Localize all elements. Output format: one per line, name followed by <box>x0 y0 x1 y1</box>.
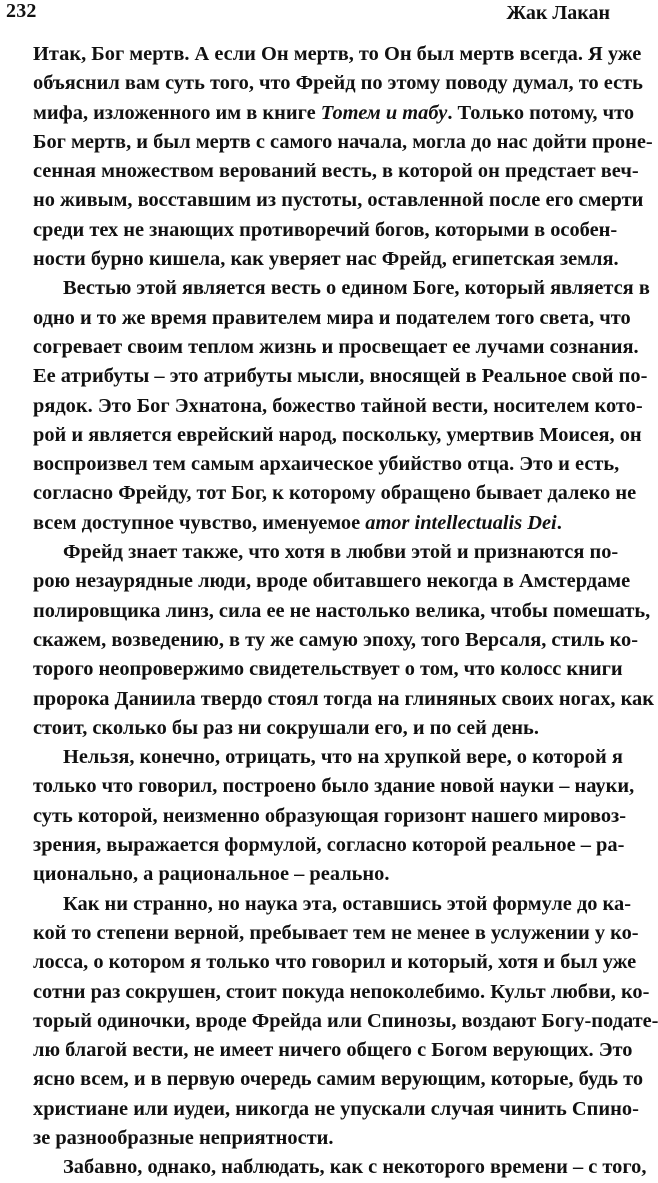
text-line: ционально, а рациональное – реально. <box>33 863 390 886</box>
text-line: лосса, о котором я только что говорил и который, хотя и был уже <box>33 951 637 974</box>
text-line: ясно всем, и в первую очередь самим верующим, которые, будь то <box>33 1068 644 1091</box>
text-line: согревает своим теплом жизнь и просвещает ее лучами сознания. <box>33 335 639 358</box>
paragraph <box>33 538 655 743</box>
text-run: . Только потому, что <box>447 101 635 124</box>
text-line: зе разнообразные неприятности. <box>33 1126 334 1149</box>
text-line: объяснил вам суть того, что Фрейд по этому поводу думал, то есть <box>33 72 643 95</box>
text-line: Бог мертв, и был мертв с самого начала, могла до нас дойти проне- <box>33 130 653 153</box>
text-line: торый одиночки, вроде Фрейда или Спинозы, воздают Богу-подате- <box>33 1009 658 1032</box>
text-line: сотни раз сокрушен, стоит покуда непоколебимо. Культ любви, ко- <box>33 980 650 1003</box>
text-line: рою незаурядные люди, вроде обитавшего некогда в Амстердаме <box>33 570 631 593</box>
text-line: Забавно, однако, наблюдать, как с некоторого времени – с того, <box>63 1156 647 1179</box>
text-line: кой то степени верной, пребывает тем не менее в услужении у ко- <box>33 921 639 944</box>
text-line: Вестью этой является весть о едином Боге, который является в <box>63 277 650 300</box>
text-line: только что говорил, построено было здание новой науки – науки, <box>33 775 635 798</box>
text-line <box>33 99 635 128</box>
text-line: рядок. Это Бог Эхнатона, божество тайной вести, носителем кото- <box>33 394 643 417</box>
text-line: христиане или иудеи, никогда не упускали случая чинить Спино- <box>33 1097 639 1120</box>
text-line <box>33 509 616 538</box>
text-line: Как ни странно, но наука эта, оставшись этой формуле до ка- <box>63 892 631 915</box>
paragraph <box>33 1153 647 1182</box>
body-text <box>33 40 658 1183</box>
italic-title: amor intellectualis Dei <box>365 511 557 534</box>
paragraph <box>33 40 653 274</box>
italic-title: Тотем и табу <box>320 101 448 124</box>
text-line: зрения, выражается формулой, согласно которой реальное – ра- <box>33 834 625 857</box>
text-line: одно и то же время правителем мира и подателем того света, что <box>33 306 631 329</box>
paragraph <box>33 890 658 1154</box>
text-line: Ее атрибуты – это атрибуты мысли, вносящей в Реальное свой по- <box>33 365 648 388</box>
text-line: сенная множеством верований весть, в которой он предстает веч- <box>33 160 639 183</box>
text-line: суть которой, неизменно образующая горизонт нашего мировоз- <box>33 804 627 827</box>
text-run: . <box>556 511 562 534</box>
text-run: всем доступное чувство, именуемое <box>33 511 366 534</box>
text-line: лю благой вести, не имеет ничего общего с Богом верующих. Это <box>33 1039 633 1062</box>
text-line: Итак, Бог мертв. А если Он мертв, то Он был мертв всегда. Я уже <box>33 43 642 65</box>
paragraph <box>33 274 650 538</box>
text-line: торого неопровержимо свидетельствует о том, что колосс книги <box>33 658 623 681</box>
text-line: пророка Даниила твердо стоял тогда на глиняных своих ногах, как <box>33 687 655 710</box>
text-line: воспроизвел тем самым архаическое убийство отца. Это и есть, <box>33 453 620 476</box>
text-line: скажем, возведению, в ту же самую эпоху, того Версаля, стиль ко- <box>33 628 639 651</box>
page-number: 232 <box>6 0 37 22</box>
running-head-author: Жак Лакан <box>506 2 610 24</box>
text-line: рой и является еврейский народ, поскольку, умертвив Моисея, он <box>33 423 642 446</box>
paragraph <box>33 743 635 889</box>
text-line: стоит, сколько бы раз ни сокрушали его, и по сей день. <box>33 716 539 739</box>
text-line: Фрейд знает также, что хотя в любви этой и признаются по- <box>63 541 619 564</box>
text-line: полировщика линз, сила ее не настолько велика, чтобы помешать, <box>33 599 651 622</box>
text-line: согласно Фрейду, тот Бог, к которому обращено бывает далеко не <box>33 482 637 505</box>
text-line: Нельзя, конечно, отрицать, что на хрупкой вере, о которой я <box>63 746 623 769</box>
text-line: среди тех не знающих противоречий богов, которыми в особен- <box>33 218 618 241</box>
text-line: ности бурно кишела, как уверяет нас Фрейд, египетская земля. <box>33 248 619 271</box>
text-line: но живым, восставшим из пустоты, оставленной после его смерти <box>33 189 644 212</box>
text-run: мифа, изложенного им в книге <box>33 101 321 124</box>
